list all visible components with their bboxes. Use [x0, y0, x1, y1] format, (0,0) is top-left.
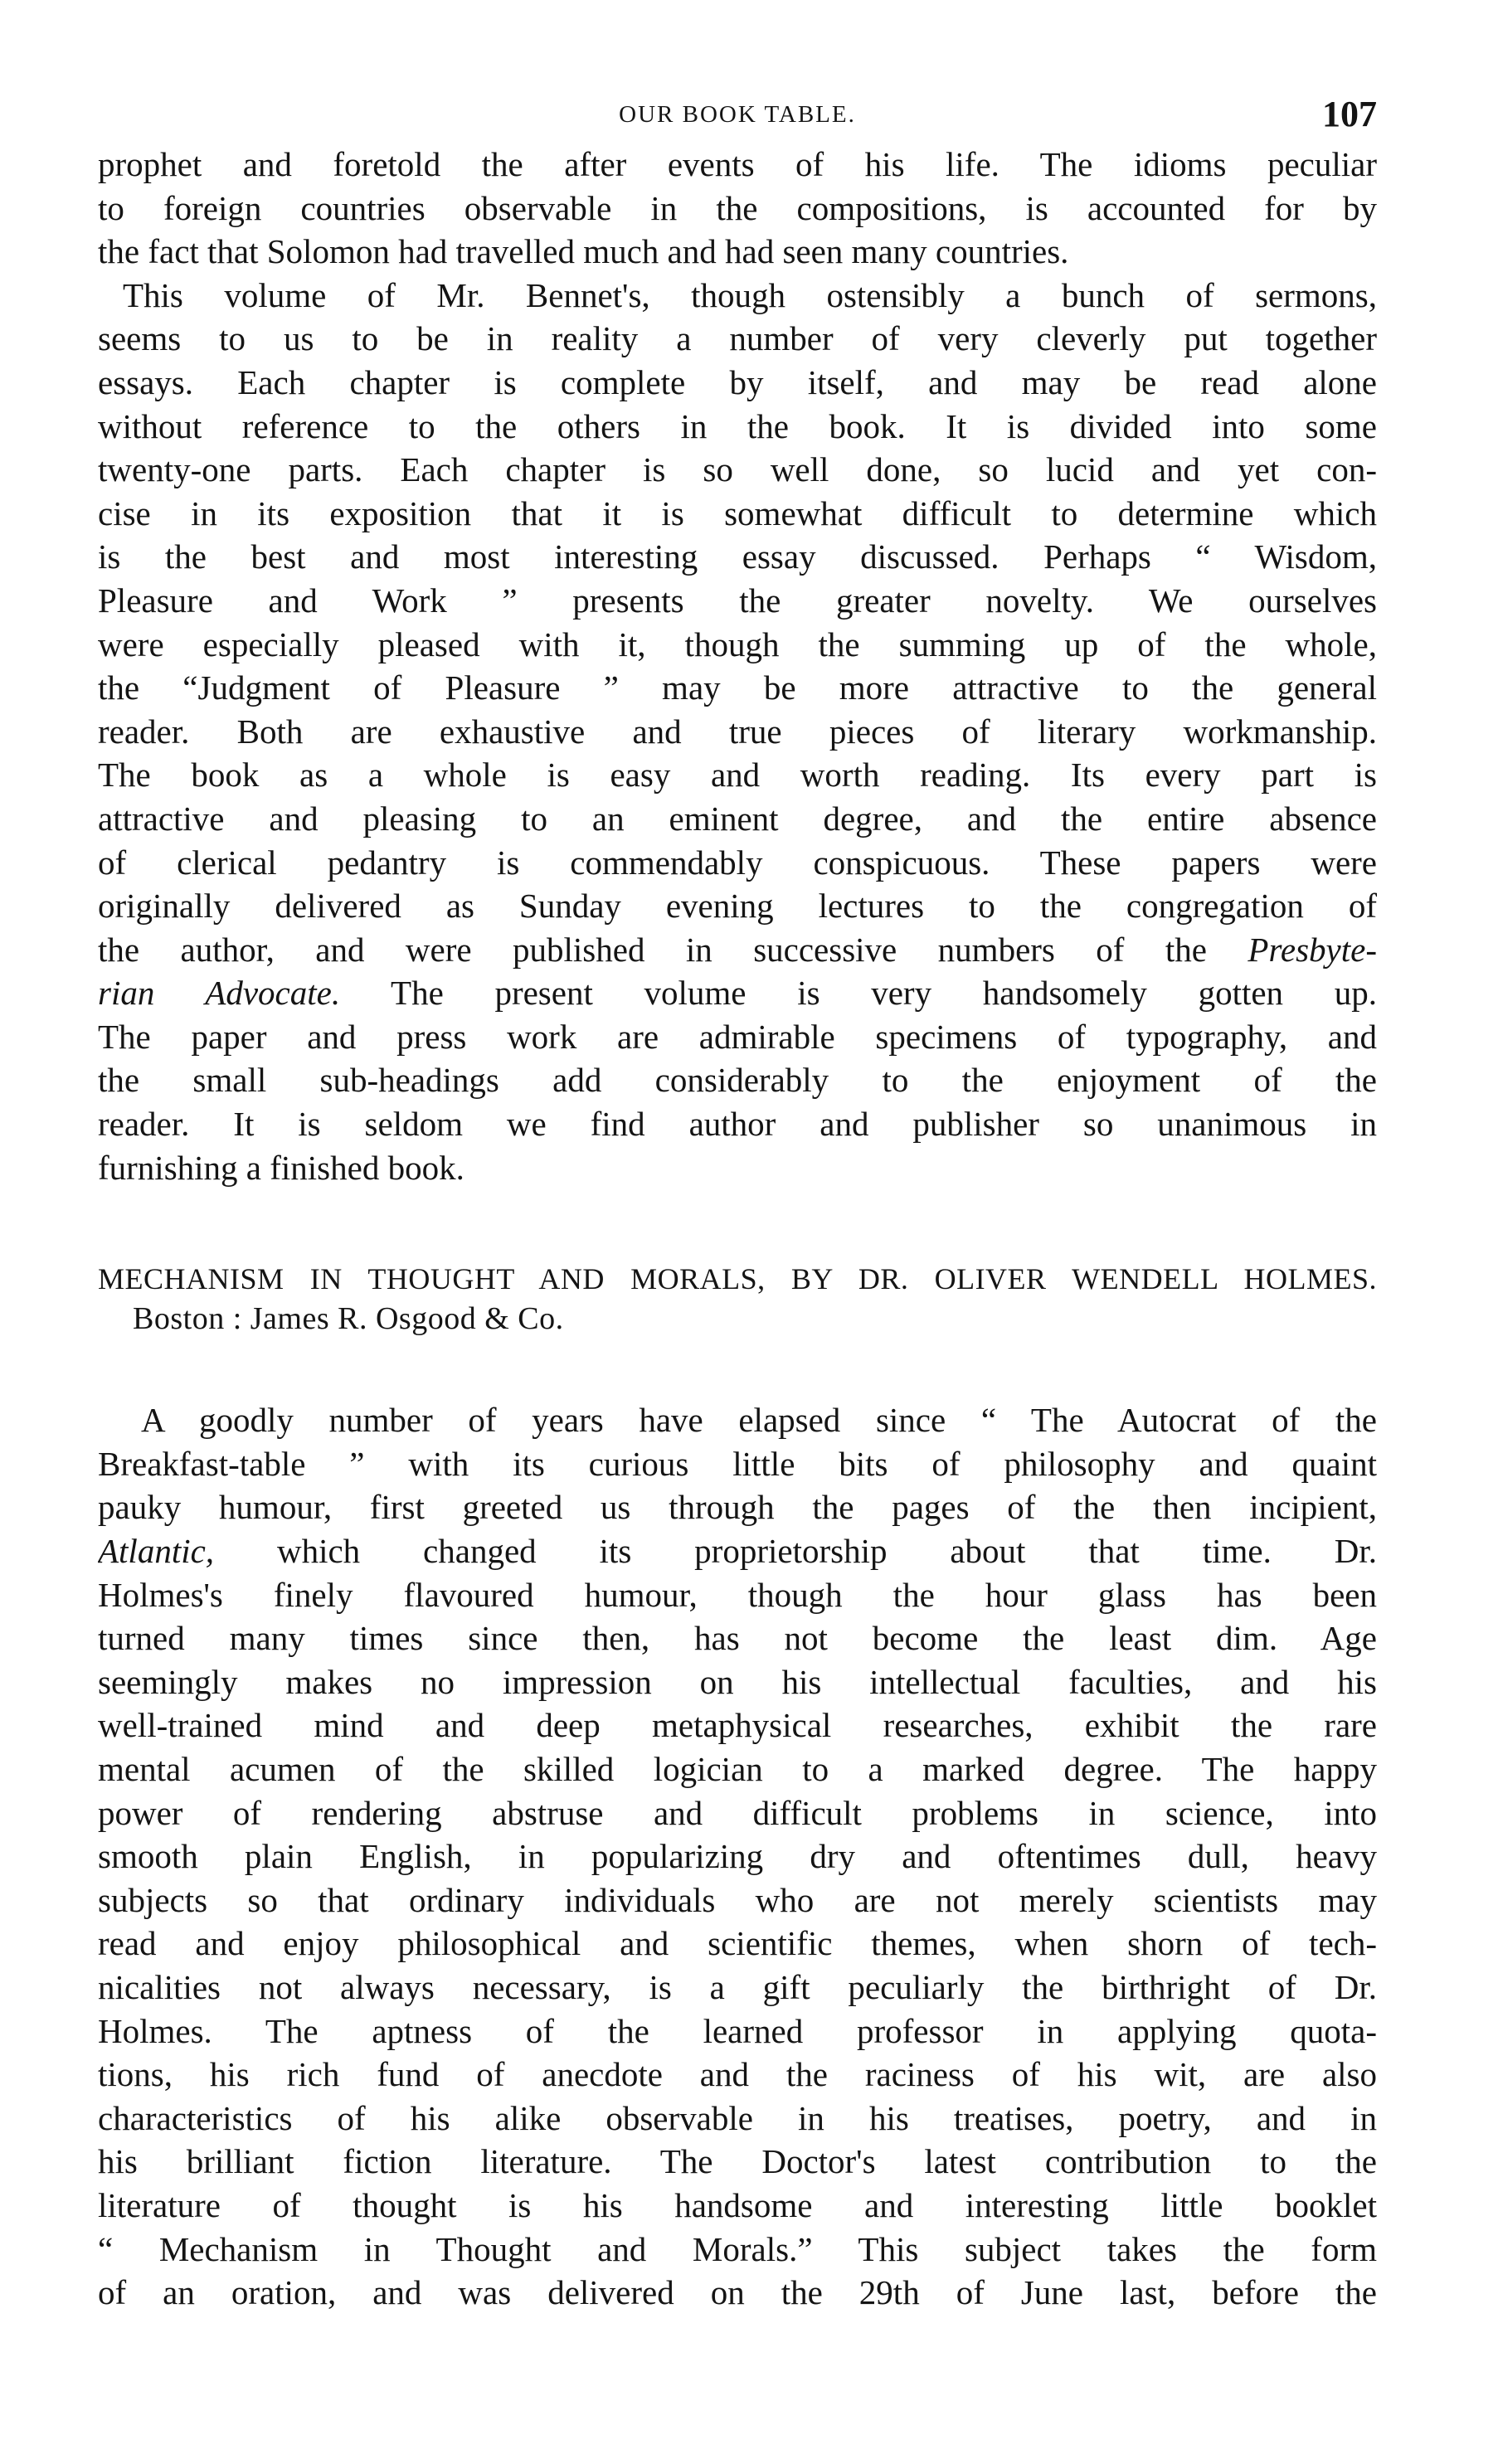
text-line — [98, 971, 1377, 1015]
text-line: essays. Each chapter is complete by itself, and may be read alone — [98, 362, 1377, 401]
review-publisher: Boston : James R. Osgood & Co. — [133, 1301, 564, 1337]
review-title: MECHANISM IN THOUGHT AND MORALS, BY DR. OLIVER WENDELL HOLMES. — [98, 1262, 1377, 1296]
text-line: literature of thought is his handsome and interesting little booklet — [98, 2185, 1377, 2224]
text-line: tions, his rich fund of anecdote and the raciness of his wit, are also — [98, 2055, 1377, 2094]
journal-title-italic: Presbyte- — [1248, 930, 1377, 969]
text-line: A goodly number of years have elapsed since “ The Autocrat of the — [141, 1401, 1377, 1440]
text-line: characteristics of his alike observable in his treatises, poetry, and in — [98, 2098, 1377, 2137]
text-line: of an oration, and was delivered on the 29th of June last, before the — [98, 2273, 1377, 2312]
text-line: reader. Both are exhaustive and true pieces of literary workmanship. — [98, 712, 1377, 751]
text-line: turned many times since then, has not become the least dim. Age — [98, 1619, 1377, 1658]
text-line: is the best and most interesting essay discussed. Perhaps “ Wisdom, — [98, 537, 1377, 576]
text-line: read and enjoy philosophical and scientific themes, when shorn of tech- — [98, 1924, 1377, 1963]
text-line: the fact that Solomon had travelled much and had seen many countries. — [98, 232, 1069, 271]
paragraph-bennet-review — [98, 274, 1377, 1189]
text-line: of clerical pedantry is commendably conspicuous. These papers were — [98, 843, 1377, 882]
text-line: his brilliant fiction literature. The Doctor's latest contribution to the — [98, 2142, 1377, 2181]
text-line: subjects so that ordinary individuals who are not merely scientists may — [98, 1880, 1377, 1919]
text-run: The present volume is very handsomely gotten up. — [340, 974, 1377, 1013]
text-line: attractive and pleasing to an eminent degree, and the entire absence — [98, 799, 1377, 838]
text-line: smooth plain English, in popularizing dry and oftentimes dull, heavy — [98, 1837, 1377, 1876]
text-line: cise in its exposition that it is somewhat difficult to determine which — [98, 493, 1377, 532]
book-page — [98, 93, 1377, 2315]
text-line: nicalities not always necessary, is a gift peculiarly the birthright of Dr. — [98, 1967, 1377, 2006]
paragraph-holmes-review — [98, 1398, 1377, 2314]
text-line: pauky humour, first greeted us through the pages of the then incipient, — [98, 1488, 1377, 1527]
running-title: OUR BOOK TABLE. — [619, 101, 856, 128]
text-line: reader. It is seldom we find author and publisher so unanimous in — [98, 1105, 1377, 1144]
text-run: the author, and were published in successive numbers of the — [98, 930, 1248, 969]
text-line: The book as a whole is easy and worth reading. Its every part is — [98, 756, 1377, 795]
text-line — [98, 928, 1377, 972]
text-line: to foreign countries observable in the compositions, is accounted for by — [98, 188, 1377, 227]
text-line: furnishing a finished book. — [98, 1148, 464, 1187]
text-line: “ Mechanism in Thought and Morals.” This subject takes the form — [98, 2229, 1377, 2268]
text-line: Pleasure and Work ” presents the greater novelty. We ourselves — [98, 581, 1377, 620]
running-header — [98, 93, 1377, 143]
text-line: This volume of Mr. Bennet's, though ostensibly a bunch of sermons, — [123, 275, 1377, 314]
text-line: Holmes. The aptness of the learned professor in applying quota- — [98, 2011, 1377, 2050]
text-line: well-trained mind and deep metaphysical researches, exhibit the rare — [98, 1706, 1377, 1745]
text-line: Holmes's finely flavoured humour, though the hour glass has been — [98, 1575, 1377, 1614]
text-line: twenty-one parts. Each chapter is so well done, so lucid and yet con- — [98, 450, 1377, 489]
review-heading — [98, 1259, 1377, 1339]
text-run: which changed its proprietorship about that time. Dr. — [214, 1532, 1377, 1571]
text-line: The paper and press work are admirable specimens of typography, and — [98, 1017, 1377, 1056]
text-line: Breakfast-table ” with its curious little bits of philosophy and quaint — [98, 1444, 1377, 1483]
text-line: mental acumen of the skilled logician to a marked degree. The happy — [98, 1750, 1377, 1788]
text-line: the small sub-headings add considerably to the enjoyment of the — [98, 1061, 1377, 1100]
page-number: 107 — [1322, 94, 1377, 134]
text-line: seems to us to be in reality a number of very cleverly put together — [98, 319, 1377, 358]
text-line: seemingly makes no impression on his intellectual faculties, and his — [98, 1662, 1377, 1701]
journal-title-italic: rian Advocate. — [98, 974, 341, 1013]
paragraph-continuation — [98, 143, 1377, 274]
text-line: the “Judgment of Pleasure ” may be more attractive to the general — [98, 668, 1377, 707]
text-line: without reference to the others in the book. It is divided into some — [98, 406, 1377, 445]
text-line: power of rendering abstruse and difficult problems in science, into — [98, 1793, 1377, 1832]
text-line: originally delivered as Sunday evening lectures to the congregation of — [98, 887, 1377, 926]
text-line: prophet and foretold the after events of his life. The idioms peculiar — [98, 145, 1377, 183]
text-line — [98, 1529, 1377, 1573]
text-line: were especially pleased with it, though the summing up of the whole, — [98, 625, 1377, 663]
magazine-title-italic: Atlantic, — [98, 1532, 215, 1571]
